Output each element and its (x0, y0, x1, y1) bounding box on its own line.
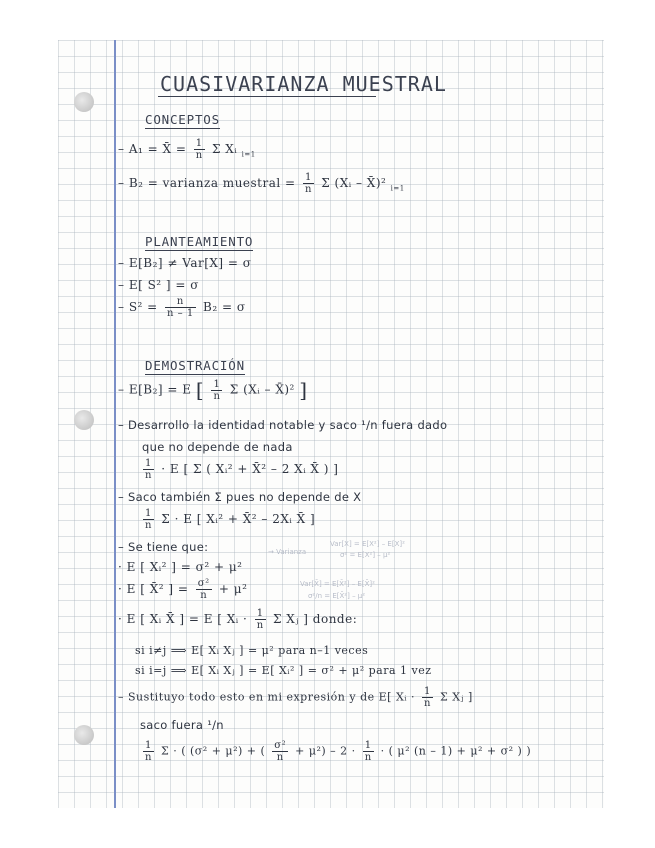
fraction-denominator: n (304, 184, 312, 195)
demo-line-14: saco fuera ¹/n (140, 718, 224, 732)
fraction-denominator: n (145, 520, 152, 531)
concept-line-2 (118, 172, 405, 195)
faint-note-5: σ²/n = E[X̄²] – μ² (308, 592, 366, 600)
demo-line-10-lhs: · E [ Xᵢ X̄ ] = E [ Xᵢ · (118, 612, 248, 626)
fraction-numerator: 1 (422, 686, 433, 698)
demo-line-10 (118, 608, 357, 631)
summation-limits: i=1 (241, 150, 256, 159)
fraction-numerator: 1 (255, 608, 266, 620)
demo-line-12: si i=j ⟹ E[ Xᵢ Xⱼ ] = E[ Xᵢ² ] = σ² + μ² para 1 vez (135, 664, 432, 677)
section-heading-planteamiento: PLANTEAMIENTO (145, 234, 254, 249)
fraction-denominator: n (195, 150, 203, 161)
fraction (165, 296, 196, 319)
page-title: CUASIVARIANZA MUESTRAL (160, 72, 447, 96)
fraction-denominator: n (423, 698, 431, 709)
faint-note-2: Var[X] = E[X²] – E[X]² (330, 540, 405, 548)
demo-line-1-sum: Σ (Xᵢ – X̄)² (229, 382, 295, 397)
demo-line-6 (140, 508, 315, 531)
demo-line-3: que no depende de nada (142, 440, 293, 454)
demo-line-15 (140, 740, 531, 763)
fraction (143, 740, 154, 763)
fraction-denominator: n (200, 590, 208, 601)
demo-line-1 (118, 378, 308, 402)
fraction-numerator: n (165, 296, 196, 308)
fraction-denominator: n (145, 752, 152, 763)
demo-line-13 (118, 686, 473, 709)
demo-line-6-expression: Σ · E [ Xᵢ² + X̄² – 2Xᵢ X̄ ] (161, 512, 316, 526)
fraction (272, 740, 288, 763)
margin-line (114, 40, 116, 808)
fraction (363, 740, 374, 763)
punch-hole-bottom (74, 725, 94, 745)
demo-line-9-lhs: · E [ X̄² ] = (118, 582, 189, 596)
demo-line-15-part-a: Σ · ( (σ² + μ²) + ( (160, 744, 266, 758)
demo-line-2: – Desarrollo la identidad notable y saco ¹/n fuera dado (118, 418, 448, 432)
fraction (194, 138, 205, 161)
fraction (255, 608, 266, 631)
planteamiento-line-3-lhs: – S² = (118, 300, 158, 314)
demo-line-9 (118, 578, 247, 601)
planteamiento-line-1: – E[B₂] ≠ Var[X] = σ (118, 256, 252, 270)
fraction (196, 578, 212, 601)
fraction-numerator: 1 (194, 138, 205, 150)
summation: Σ (Xᵢ – X̄)² (321, 176, 387, 190)
demo-line-8: · E [ Xᵢ² ] = σ² + μ² (118, 560, 243, 574)
planteamiento-line-3-rhs: B₂ = σ (203, 300, 246, 314)
summation: Σ Xᵢ (212, 142, 238, 156)
faint-note-4: Var[X̄] = E[X̄²] – E[X̄]² (300, 580, 375, 588)
title-underline (158, 96, 376, 97)
fraction-numerator: 1 (363, 740, 374, 752)
open-bracket: [ (195, 378, 205, 402)
punch-hole-middle (74, 410, 94, 430)
planteamiento-line-2: – E[ S² ] = σ (118, 278, 199, 292)
demo-line-13-tail: Σ Xⱼ ] (439, 690, 473, 704)
planteamiento-line-3 (118, 296, 246, 319)
fraction-numerator: σ² (197, 578, 210, 589)
concept-line-1-text: – A₁ = X̄ = (118, 142, 187, 156)
fraction-numerator: σ² (274, 740, 287, 751)
fraction-numerator: 1 (211, 379, 222, 391)
demo-line-9-rhs: + μ² (218, 582, 248, 596)
demo-line-4 (140, 458, 338, 481)
section-heading-demostracion: DEMOSTRACIÓN (145, 358, 245, 373)
fraction (422, 686, 433, 709)
punch-hole-top (74, 92, 94, 112)
fraction-denominator: n (276, 752, 284, 763)
fraction-numerator: 1 (303, 172, 314, 184)
demo-line-10-rhs: Σ Xⱼ ] donde: (272, 612, 358, 626)
faint-note-1: → Varianza (268, 548, 307, 556)
concept-line-2-text: – B₂ = varianza muestral = (118, 176, 296, 190)
demo-line-7: – Se tiene que: (118, 540, 209, 554)
concept-line-1 (118, 138, 256, 161)
demo-line-5: – Saco también Σ pues no depende de X (118, 490, 362, 504)
fraction-denominator: n (256, 620, 264, 631)
close-bracket: ] (299, 378, 308, 402)
fraction (211, 379, 222, 402)
demo-line-13-text: – Sustituyo todo esto en mi expresión y de E[ Xᵢ · (118, 690, 415, 704)
demo-line-15-part-c: · ( μ² (n – 1) + μ² + σ² ) ) (380, 744, 532, 758)
section-heading-conceptos: CONCEPTOS (145, 112, 220, 127)
fraction-numerator: 1 (143, 508, 154, 520)
fraction-denominator: n (364, 752, 372, 763)
demo-line-1-lhs: – E[B₂] = E (118, 382, 192, 397)
demo-line-15-part-b: + μ²) – 2 · (295, 744, 356, 758)
fraction (143, 508, 154, 531)
faint-note-3: σ² = E[X²] – μ² (340, 551, 391, 559)
fraction (303, 172, 314, 195)
fraction-denominator: n (145, 470, 152, 481)
fraction-denominator: n (213, 390, 221, 402)
fraction-denominator: n – 1 (167, 308, 194, 319)
fraction-numerator: 1 (143, 458, 154, 470)
demo-line-11: si i≠j ⟹ E[ Xᵢ Xⱼ ] = μ² para n–1 veces (135, 644, 369, 657)
fraction (143, 458, 154, 481)
demo-line-4-expression: · E [ Σ ( Xᵢ² + X̄² – 2 Xᵢ X̄ ) ] (161, 462, 339, 476)
summation-limits: i=1 (390, 184, 405, 193)
fraction-numerator: 1 (143, 740, 154, 752)
